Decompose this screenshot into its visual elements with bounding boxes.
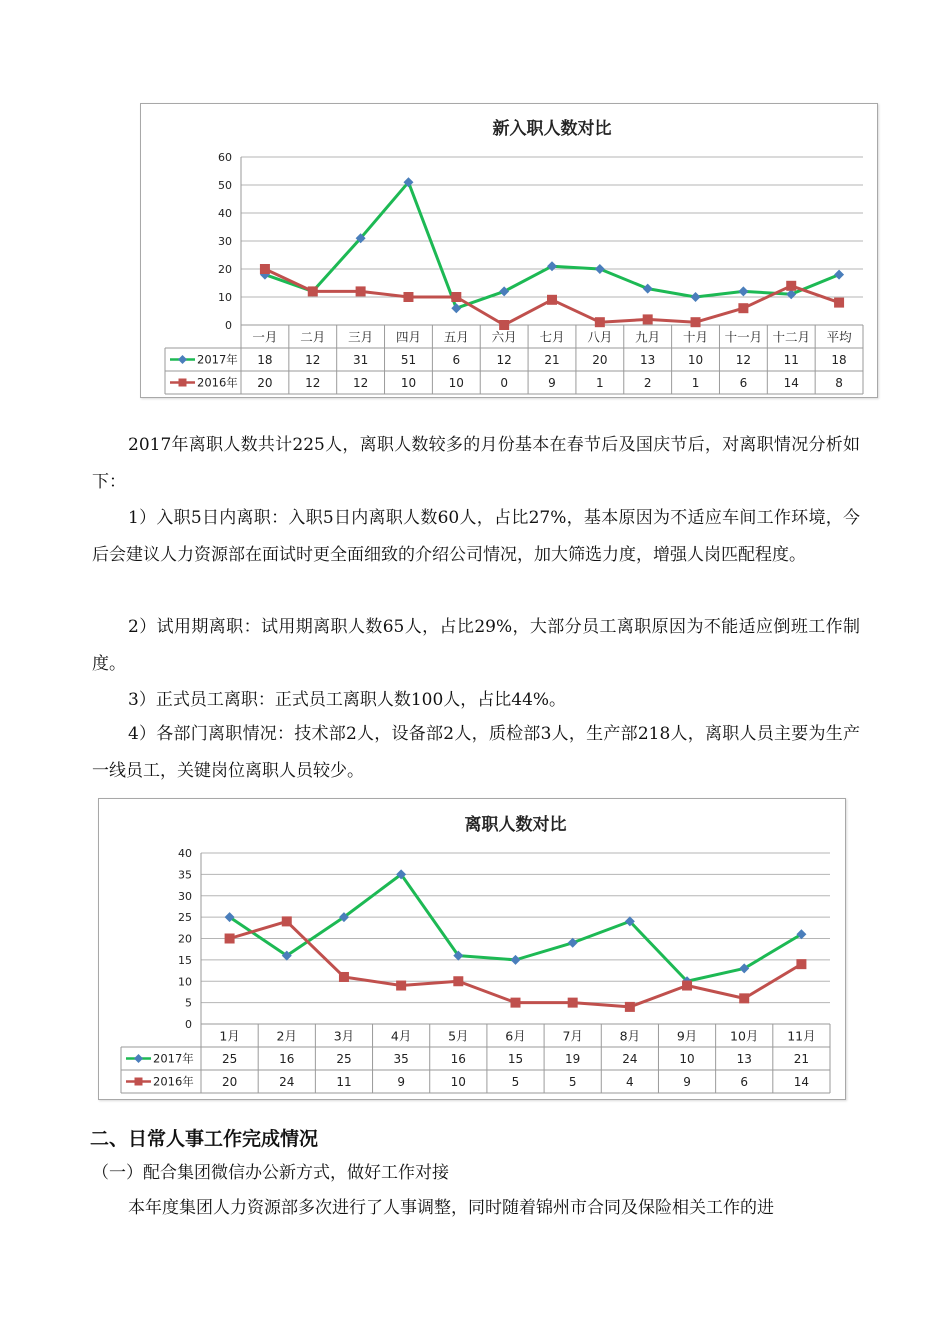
category-label: 7月 (562, 1028, 583, 1044)
data-point-marker (738, 286, 748, 296)
paragraph-3: 2）试用期离职：试用期离职人数65人，占比29%，大部分员工离职原因为不能适应倒班工作制度。 (92, 617, 860, 674)
data-value-label: 10 (679, 1052, 695, 1066)
data-value-label: 24 (622, 1052, 638, 1066)
y-tick-label: 40 (178, 847, 192, 860)
data-value-label: 25 (336, 1052, 352, 1066)
data-value-label: 20 (257, 376, 273, 390)
legend-label-0: 2017年 (153, 1051, 194, 1066)
data-value-label: 10 (687, 353, 704, 367)
resignation-chart (98, 798, 846, 1100)
data-point-marker (451, 303, 461, 313)
legend-label-1: 2016年 (197, 375, 238, 390)
data-value-label: 12 (496, 353, 512, 367)
data-value-label: 25 (221, 1052, 238, 1066)
data-point-marker (511, 998, 521, 1008)
category-label: 6月 (505, 1028, 526, 1044)
data-point-marker (834, 270, 844, 280)
category-label: 五月 (443, 329, 469, 345)
data-value-label: 6 (739, 376, 748, 390)
data-value-label: 31 (352, 353, 369, 367)
category-label: 四月 (395, 329, 421, 345)
legend-marker-1 (135, 1078, 143, 1086)
data-point-marker (260, 264, 270, 274)
data-value-label: 16 (450, 1052, 466, 1066)
data-value-label: 6 (452, 353, 461, 367)
data-value-label: 9 (683, 1075, 691, 1089)
series-line-0 (230, 874, 802, 981)
legend-label-1: 2016年 (153, 1074, 194, 1089)
data-value-label: 10 (450, 1075, 466, 1089)
y-tick-label: 0 (225, 319, 232, 332)
data-point-marker (643, 284, 653, 294)
y-tick-label: 10 (178, 975, 192, 989)
data-point-marker (595, 317, 605, 327)
data-value-label: 12 (352, 376, 369, 390)
data-point-marker (282, 916, 292, 926)
subsection-heading: （一）配合集团微信办公新方式，做好工作对接 (92, 1163, 449, 1183)
data-value-label: 5 (511, 1075, 520, 1089)
data-value-label: 9 (548, 376, 556, 390)
data-value-label: 35 (393, 1052, 409, 1066)
data-value-label: 10 (400, 376, 417, 390)
data-point-marker (625, 1002, 635, 1012)
category-label: 10月 (730, 1028, 759, 1044)
category-label: 一月 (252, 329, 278, 345)
data-point-marker (225, 934, 235, 944)
y-tick-label: 0 (185, 1018, 192, 1031)
data-value-label: 4 (626, 1075, 634, 1089)
category-label: 十一月 (724, 329, 763, 345)
data-value-label: 0 (500, 376, 508, 390)
category-label: 六月 (491, 329, 517, 345)
data-value-label: 51 (400, 353, 417, 367)
data-value-label: 12 (305, 376, 321, 390)
y-tick-label: 20 (178, 932, 192, 946)
y-tick-label: 30 (178, 889, 192, 903)
data-point-marker (403, 292, 413, 302)
data-value-label: 15 (507, 1052, 524, 1066)
y-tick-label: 60 (218, 151, 232, 164)
data-point-marker (643, 314, 653, 324)
paragraph-4: 3）正式员工离职：正式员工离职人数100人，占比44%。 (128, 690, 567, 710)
data-point-marker (738, 303, 748, 313)
category-label: 8月 (619, 1028, 641, 1044)
data-value-label: 21 (793, 1052, 810, 1066)
category-label: 平均 (826, 329, 852, 345)
y-tick-label: 35 (178, 868, 192, 882)
data-point-marker (308, 286, 318, 296)
data-value-label: 11 (783, 353, 799, 367)
data-value-label: 21 (544, 353, 560, 367)
data-value-label: 14 (783, 376, 799, 390)
data-value-label: 6 (740, 1075, 749, 1089)
data-value-label: 13 (640, 353, 656, 367)
category-label: 11月 (787, 1028, 816, 1044)
data-value-label: 10 (448, 376, 464, 390)
paragraph-2: 1）入职5日内离职：入职5日内离职人数60人，占比27%，基本原因为不适应车间工作环境，今后会建议人力资源部在面试时更全面细致的介绍公司情况，加大筛选力度，增强人岗匹配程度。 (92, 508, 860, 565)
legend-marker-0 (178, 355, 187, 364)
data-value-label: 16 (279, 1052, 295, 1066)
paragraph-6: 本年度集团人力资源部多次进行了人事调整，同时随着锦州市合同及保险相关工作的进 (128, 1198, 774, 1218)
data-value-label: 11 (336, 1075, 352, 1089)
category-label: 1月 (219, 1028, 240, 1044)
data-value-label: 18 (831, 353, 847, 367)
data-point-marker (568, 938, 578, 948)
data-point-marker (834, 298, 844, 308)
category-label: 十月 (683, 329, 709, 345)
data-point-marker (796, 959, 806, 969)
chart-title: 离职人数对比 (464, 815, 567, 835)
data-point-marker (356, 286, 366, 296)
data-point-marker (568, 998, 578, 1008)
data-point-marker (691, 292, 701, 302)
data-point-marker (499, 320, 509, 330)
data-value-label: 20 (221, 1075, 238, 1089)
new-hire-chart-svg (141, 104, 877, 397)
data-point-marker (511, 955, 521, 965)
data-value-label: 1 (691, 376, 700, 390)
data-point-marker (682, 981, 692, 991)
data-value-label: 12 (735, 353, 752, 367)
y-tick-label: 15 (178, 953, 192, 967)
category-label: 4月 (390, 1028, 412, 1044)
data-point-marker (691, 317, 701, 327)
data-value-label: 13 (736, 1052, 752, 1066)
category-label: 七月 (539, 329, 565, 345)
section-heading: 二、日常人事工作完成情况 (90, 1128, 319, 1150)
data-point-marker (739, 993, 749, 1003)
data-value-label: 19 (565, 1052, 581, 1066)
category-label: 二月 (300, 329, 326, 345)
data-value-label: 8 (835, 376, 843, 390)
data-point-marker (786, 281, 796, 291)
data-value-label: 14 (793, 1075, 810, 1089)
category-label: 八月 (587, 329, 613, 345)
y-tick-label: 10 (218, 291, 232, 304)
y-tick-label: 50 (218, 179, 232, 192)
data-value-label: 20 (592, 353, 608, 367)
data-value-label: 18 (257, 353, 273, 367)
category-label: 三月 (348, 329, 374, 345)
resignation-chart-svg (99, 799, 845, 1099)
data-point-marker (451, 292, 461, 302)
chart-title: 新入职人数对比 (492, 119, 612, 139)
y-tick-label: 25 (178, 911, 192, 925)
y-tick-label: 40 (218, 207, 232, 220)
category-label: 3月 (333, 1028, 355, 1044)
y-tick-label: 5 (185, 996, 192, 1010)
category-label: 2月 (276, 1028, 297, 1044)
legend-label-0: 2017年 (197, 352, 238, 367)
data-point-marker (339, 972, 349, 982)
data-value-label: 1 (596, 376, 604, 390)
data-point-marker (547, 295, 557, 305)
data-value-label: 9 (397, 1075, 405, 1089)
legend-marker-0 (134, 1054, 143, 1063)
category-label: 9月 (676, 1028, 698, 1044)
data-value-label: 12 (305, 353, 321, 367)
data-point-marker (396, 981, 406, 991)
data-value-label: 5 (568, 1075, 577, 1089)
paragraph-5: 4）各部门离职情况：技术部2人，设备部2人，质检部3人，生产部218人，离职人员主要为生产一线员工，关键岗位离职人员较少。 (92, 724, 860, 781)
category-label: 5月 (448, 1028, 469, 1044)
category-label: 十二月 (772, 329, 810, 345)
paragraph-1: 2017年离职人数共计225人，离职人数较多的月份基本在春节后及国庆节后，对离职情况分析如下： (92, 435, 860, 492)
category-label: 九月 (635, 329, 661, 345)
legend-marker-1 (179, 379, 187, 387)
data-point-marker (595, 264, 605, 274)
new-hire-chart (140, 103, 878, 398)
data-point-marker (453, 976, 463, 986)
data-value-label: 2 (643, 376, 652, 390)
series-line-0 (265, 182, 839, 308)
y-tick-label: 20 (218, 263, 232, 276)
data-value-label: 24 (279, 1075, 295, 1089)
y-tick-label: 30 (218, 235, 232, 248)
